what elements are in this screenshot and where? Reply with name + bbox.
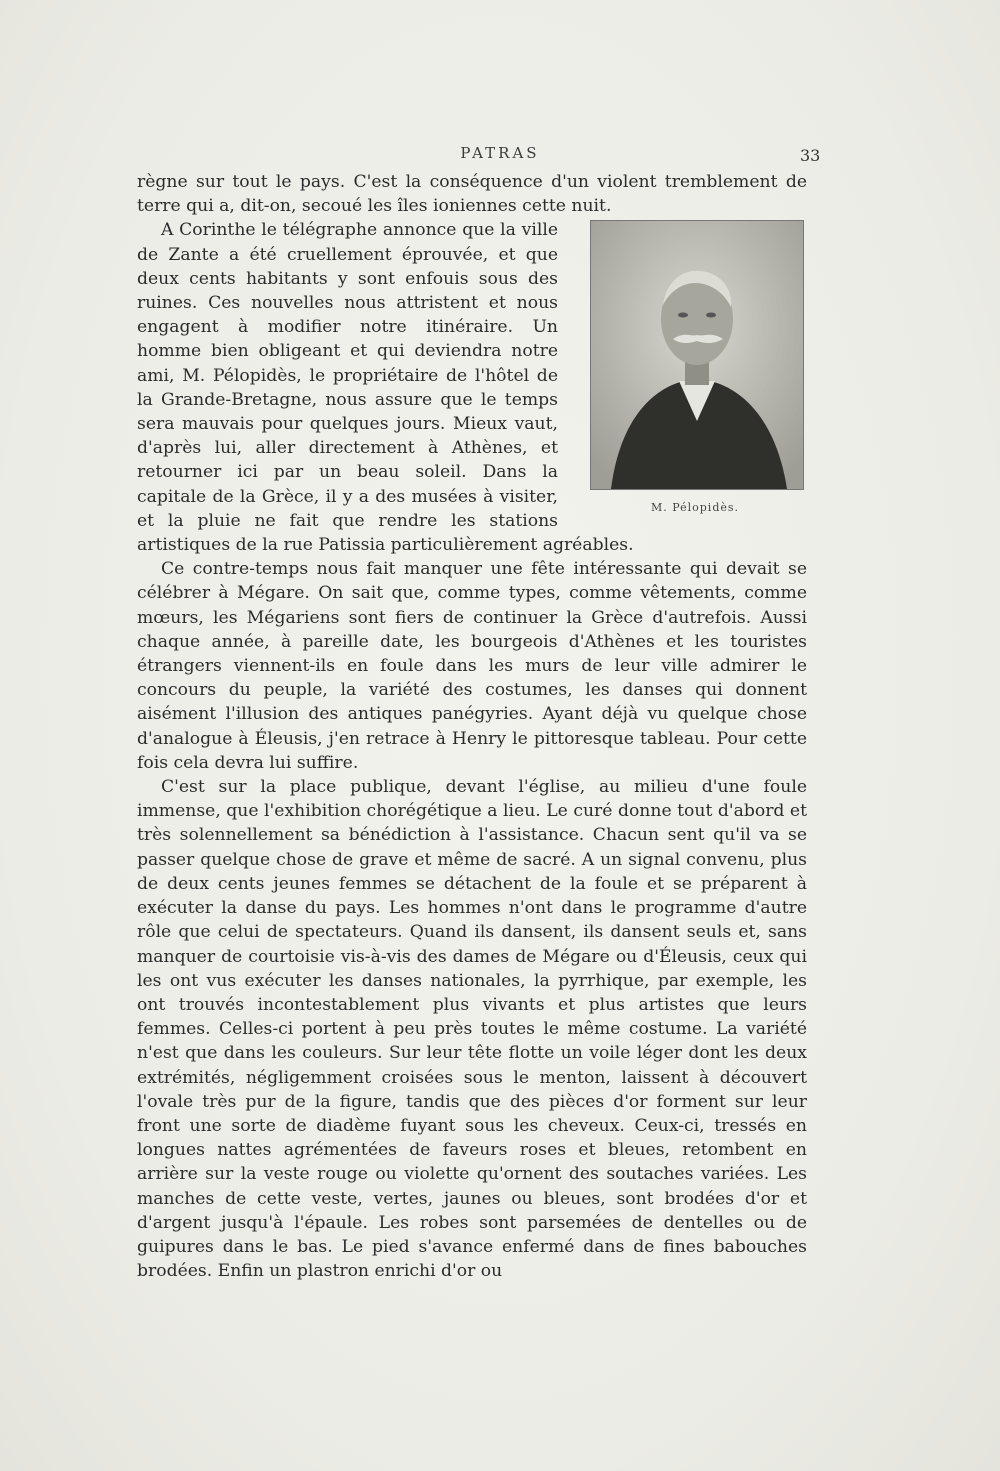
portrait-photo xyxy=(590,220,804,490)
paragraph-continuation: règne sur tout le pays. C'est la conséquence d'un violent tremblement de terre qui a, dit-on, secoué les îles ioniennes cette nuit. xyxy=(137,172,807,217)
page-number: 33 xyxy=(800,146,821,165)
portrait-image xyxy=(591,221,803,489)
portrait-caption: M. Pélopidès. xyxy=(650,501,740,515)
paragraph: A Corinthe le télégraphe annonce que la ville de Zante a été cruellement éprouvée, et que deux cents habitants y sont enfouis sous des ruines. Ces nouvelles nous attristent et nous engagent à modifier notre itinéraire. Un homme bien obligeant et qui deviendra notre ami, M. Pélopidès, le propriétaire de l'hôtel de la Grande-Bretagne, nous assure que le temps sera mauvais pour quelques jours. Mieux vaut, d'après lui, aller directement à Athènes, et retourner ici par un beau soleil. Dans la capitale de la Grèce, il y a des musées à visiter, et la pluie ne fait que rendre les stations artistiques de la rue Patissia particulièrement agréables. xyxy=(137,220,634,556)
paragraph: Ce contre-temps nous fait manquer une fête intéressante qui devait se célébrer à Mégare. On sait que, comme types, comme vêtements, comme mœurs, les Mégariens sont fiers de continuer la Grèce d'autrefois. Aussi chaque année, à pareille date, les bourgeois d'Athènes et les touristes étrangers viennent-ils en foule dans les murs de leur ville admirer le concours du peuple, la variété des costumes, les danses qui donnent aisément l'illusion des antiques panégyries. Ayant déjà vu quelque chose d'analogue à Éleusis, j'en retrace à Henry le pittoresque tableau. Pour cette fois cela devra lui suffire. xyxy=(137,559,807,773)
body-text xyxy=(137,170,807,1283)
portrait-figure xyxy=(584,220,806,520)
running-title: PATRAS xyxy=(460,144,540,162)
paragraph: C'est sur la place publique, devant l'église, au milieu d'une foule immense, que l'exhibition chorégétique a lieu. Le curé donne tout d'abord et très solennellement sa bénédiction à l'assistance. Chacun sent qu'il va se passer quelque chose de grave et même de sacré. A un signal convenu, plus de deux cents jeunes femmes se détachent de la foule et se préparent à exécuter la danse du pays. Les hommes n'ont dans le programme d'autre rôle que celui de spectateurs. Quand ils dansent, ils dansent seuls et, sans manquer de courtoisie vis-à-vis des dames de Mégare ou d'Éleusis, ceux qui les ont vus exécuter les danses nationales, la pyrrhique, par exemple, les ont trouvés incontestablement plus vivants et plus artistes que leurs femmes. Celles-ci portent à peu près toutes le même costume. La variété n'est que dans les couleurs. Sur leur tête flotte un voile léger dont les deux extrémités, négligemment croisées sous le menton, laissent à découvert l'ovale très pur de la figure, tandis que des pièces d'or forment sur leur front une sorte de diadème fuyant sous les cheveux. Ceux-ci, tressés en longues nattes agrémentées de faveurs roses et bleues, retombent en arrière sur la veste rouge ou violette qu'ornent des soutaches variées. Les manches de cette veste, vertes, jaunes ou bleues, sont brodées d'or et d'argent jusqu'à l'épaule. Les robes sont parsemées de dentelles ou de guipures dans le bas. Le pied s'avance enfermé dans de fines babouches brodées. Enfin un plastron enrichi d'or ou xyxy=(137,777,807,1282)
